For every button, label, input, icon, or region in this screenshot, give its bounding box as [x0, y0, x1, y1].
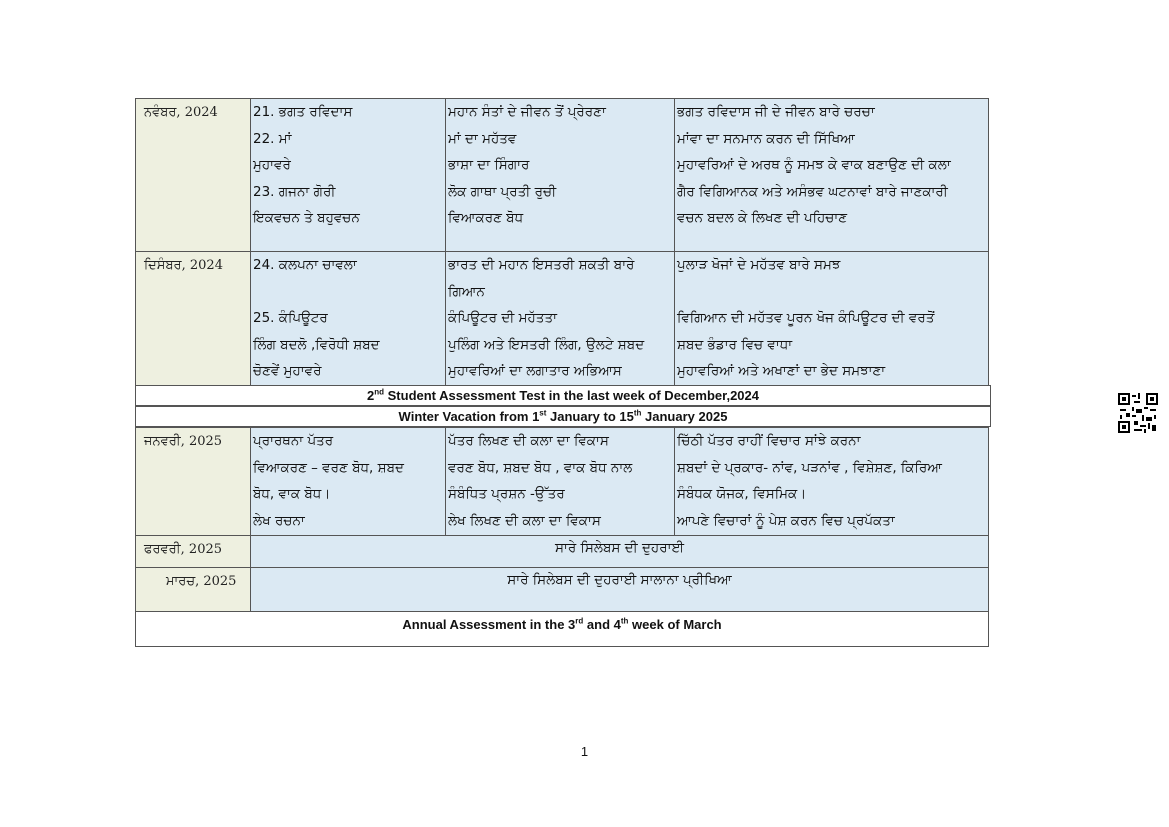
objective-line: ਵਿਆਕਰਣ ਬੋਧ [448, 210, 524, 226]
footer-text: and 4 [583, 617, 621, 632]
objective-line: ਸੰਬੰਧਿਤ ਪ੍ਰਸ਼ਨ -ਉੱਤਰ [448, 486, 565, 502]
footer-text: week of March [628, 617, 722, 632]
objective-line: ਮਾਂ ਦਾ ਮਹੱਤਵ [448, 130, 517, 147]
objective-line: ਮਹਾਨ ਸੰਤਾਂ ਦੇ ਜੀਵਨ ਤੋਂ ਪ੍ਰੇਰਣਾ [448, 104, 606, 120]
objective-line: ਭਾਸ਼ਾ ਦਾ ਸਿੰਗਾਰ [448, 157, 530, 173]
topic-line [253, 279, 443, 306]
table-row-march [135, 567, 989, 612]
table-row-december [135, 251, 989, 386]
outcome-line: ਸ਼ਬਦਾਂ ਦੇ ਪ੍ਰਕਾਰ- ਨਾਂਵ, ਪੜਨਾਂਵ , ਵਿਸ਼ੇਸ਼ਣ, ਕਿਰਿਆ [677, 459, 942, 476]
topic-line: ਚੋਣਵੇਂ ਮੁਹਾਵਰੇ [253, 363, 322, 379]
topic-line: 25. ਕੰਪਿਊਟਰ [253, 310, 328, 326]
footer-text: Annual Assessment in the 3 [402, 617, 576, 632]
outcome-line: ਚਿੱਠੀ ਪੱਤਰ ਰਾਹੀਂ ਵਿਚਾਰ ਸਾਂਝੇ ਕਰਨਾ [677, 433, 861, 449]
month-cell: ਨਵੰਬਰ, 2024 [136, 99, 251, 251]
objective-line: ਕੰਪਿਊਟਰ ਦੀ ਮਹੱਤਤਾ [448, 310, 557, 326]
ordinal-suffix: th [633, 408, 642, 418]
outcome-line [677, 279, 986, 306]
table-row-february [135, 535, 989, 568]
annual-assessment-row [135, 611, 989, 647]
outcome-line: ਮਾਂਵਾ ਦਾ ਸਨਮਾਨ ਕਰਨ ਦੀ ਸਿੱਖਿਆ [677, 130, 855, 147]
banner-text: January 2025 [641, 409, 728, 424]
outcome-line: ਗੈਰ ਵਿਗਿਆਨਕ ਅਤੇ ਅਸੰਭਵ ਘਟਨਾਵਾਂ ਬਾਰੇ ਜਾਣਕਾਰੀ [677, 183, 948, 200]
topics-cell [251, 99, 446, 251]
topic-line: ਵਿਆਕਰਣ – ਵਰਣ ਬੋਧ, ਸ਼ਬਦ [253, 459, 404, 476]
banner-text: January to 15 [546, 409, 634, 424]
topics-cell [251, 428, 446, 535]
outcome-line: ਮੁਹਾਵਰਿਆਂ ਦੇ ਅਰਥ ਨੂੰ ਸਮਝ ਕੇ ਵਾਕ ਬਣਾਉਣ ਦੀ ਕਲਾ [677, 157, 951, 173]
revision-cell: ਸਾਰੇ ਸਿਲੇਬਸ ਦੀ ਦੁਹਰਾਈ [251, 536, 988, 567]
month-cell: ਫਰਵਰੀ, 2025 [136, 536, 251, 567]
table-row-november [135, 98, 989, 252]
outcome-cell [675, 252, 988, 385]
ordinal-suffix: st [539, 408, 547, 418]
outcome-line: ਵਿਗਿਆਨ ਦੀ ਮਹੱਤਵ ਪੂਰਨ ਖੋਜ ਕੰਪਿਊਟਰ ਦੀ ਵਰਤੋਂ [677, 310, 935, 326]
objective-line: ਵਰਣ ਬੋਧ, ਸ਼ਬਦ ਬੋਧ , ਵਾਕ ਬੋਧ ਨਾਲ [448, 459, 633, 476]
revision-exam-cell: ਸਾਰੇ ਸਿਲੇਬਸ ਦੀ ਦੁਹਰਾਈ ਸਾਲਾਨਾ ਪ੍ਰੀਖਿਆ [251, 568, 988, 611]
objective-line: ਪੱਤਰ ਲਿਖਣ ਦੀ ਕਲਾ ਦਾ ਵਿਕਾਸ [448, 433, 609, 449]
topic-line: ਲੇਖ ਰਚਨਾ [253, 512, 305, 529]
outcome-line: ਵਚਨ ਬਦਲ ਕੇ ਲਿਖਣ ਦੀ ਪਹਿਚਾਣ [677, 210, 848, 226]
ordinal-suffix: th [620, 616, 629, 626]
outcome-line: ਆਪਣੇ ਵਿਚਾਰਾਂ ਨੂੰ ਪੇਸ਼ ਕਰਨ ਵਿਚ ਪ੍ਰਪੱਕਤਾ [677, 512, 895, 529]
topic-line: 22. ਮਾਂ [253, 130, 292, 147]
ordinal-suffix: rd [575, 616, 584, 626]
outcome-line: ਭਗਤ ਰਵਿਦਾਸ ਜੀ ਦੇ ਜੀਵਨ ਬਾਰੇ ਚਰਚਾ [677, 104, 875, 120]
topic-line: ਇਕਵਚਨ ਤੇ ਬਹੁਵਚਨ [253, 210, 360, 226]
topic-line: ਬੋਧ, ਵਾਕ ਬੋਧ। [253, 486, 331, 502]
banner-text: Winter Vacation from 1 [398, 409, 540, 424]
objective-line: ਗਿਆਨ [448, 283, 485, 300]
month-cell: ਮਾਰਚ, 2025 [136, 568, 251, 611]
page-number: 1 [580, 744, 589, 759]
topic-line: ਲਿੰਗ ਬਦਲੋ ,ਵਿਰੋਧੀ ਸ਼ਬਦ [253, 336, 380, 353]
banner-text: 2 [367, 388, 375, 403]
month-cell: ਦਿਸੰਬਰ, 2024 [136, 252, 251, 385]
topic-line: ਪ੍ਰਾਰਥਨਾ ਪੱਤਰ [253, 433, 334, 449]
topic-line: ਮੁਹਾਵਰੇ [253, 157, 291, 173]
outcome-line: ਸ਼ਬਦ ਭੰਡਾਰ ਵਿਚ ਵਾਧਾ [677, 336, 793, 353]
vacation-banner [135, 406, 991, 427]
objective-cell [446, 252, 675, 385]
objective-cell [446, 99, 675, 251]
assessment-banner [135, 385, 991, 406]
outcome-cell [675, 428, 988, 535]
topic-line: 21. ਭਗਤ ਰਵਿਦਾਸ [253, 104, 353, 120]
qr-code [1118, 393, 1158, 433]
objective-line: ਲੋਕ ਗਾਥਾ ਪ੍ਰਤੀ ਰੁਚੀ [448, 183, 557, 200]
objective-cell [446, 428, 675, 535]
objective-line: ਮੁਹਾਵਰਿਆਂ ਦਾ ਲਗਾਤਾਰ ਅਭਿਆਸ [448, 363, 622, 379]
topic-line: 24. ਕਲਪਨਾ ਚਾਵਲਾ [253, 257, 357, 273]
outcome-line: ਮੁਹਾਵਰਿਆਂ ਅਤੇ ਅਖਾਣਾਂ ਦਾ ਭੇਦ ਸਮਝਾਣਾ [677, 363, 886, 379]
table-row-january [135, 427, 989, 536]
topics-cell [251, 252, 446, 385]
banner-text: Student Assessment Test in the last week of December,2024 [384, 388, 759, 403]
outcome-line: ਸੰਬੰਧਕ ਯੋਜਕ, ਵਿਸਮਿਕ। [677, 486, 807, 502]
outcome-cell [675, 99, 988, 251]
objective-line: ਭਾਰਤ ਦੀ ਮਹਾਨ ਇਸਤਰੀ ਸ਼ਕਤੀ ਬਾਰੇ [448, 257, 635, 273]
outcome-line: ਪੁਲਾੜ ਖੋਜਾਂ ਦੇ ਮਹੱਤਵ ਬਾਰੇ ਸਮਝ [677, 257, 841, 273]
ordinal-suffix: nd [374, 387, 385, 397]
month-cell: ਜਨਵਰੀ, 2025 [136, 428, 251, 535]
objective-line: ਲੇਖ ਲਿਖਣ ਦੀ ਕਲਾ ਦਾ ਵਿਕਾਸ [448, 512, 601, 529]
topic-line: 23. ਗਜਨਾ ਗੋਰੀ [253, 183, 336, 200]
objective-line: ਪੁਲਿੰਗ ਅਤੇ ਇਸਤਰੀ ਲਿੰਗ, ਉਲਟੇ ਸ਼ਬਦ [448, 336, 645, 353]
